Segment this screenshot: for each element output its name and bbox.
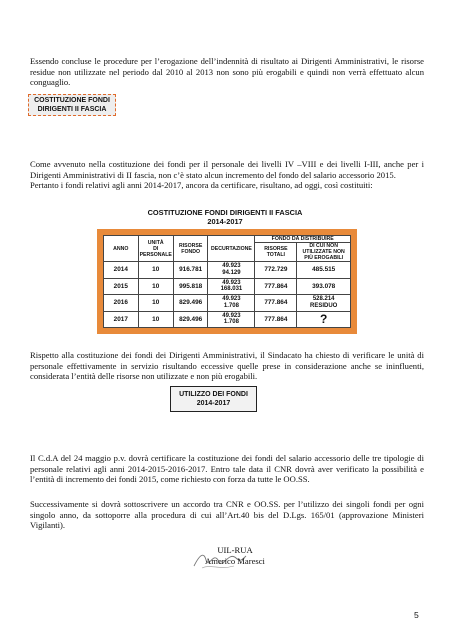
cell-anno: 2014 (104, 262, 139, 279)
header-anno: ANNO (104, 236, 139, 262)
table-row (104, 262, 351, 279)
signature-block (200, 545, 270, 566)
cell-totali: 777.864 (255, 311, 297, 328)
cell-unita: 10 (138, 311, 173, 328)
header-fondo-distribuire: FONDO DA DISTRIBUIRE (255, 236, 351, 243)
paragraph-pertanto-text: Pertanto i fondi relativi agli anni 2014-2017, ancora da certificare, risultano, ad oggi, così costituiti: (30, 180, 373, 191)
paragraph-costituzione (30, 159, 424, 191)
cell-unita: 10 (138, 278, 173, 295)
header-unita-line-3: PERSONALE (139, 251, 172, 258)
cell-totali: 777.864 (255, 278, 297, 295)
cell-totali: 772.729 (255, 262, 297, 279)
paragraph-sindacato: Rispetto alla costituzione dei fondi dei Dirigenti Amministrativi, il Sindacato ha chiesto di verificare le unità di personale effettivamente in servizio risultando eccessive quelle prese in considerazione anche se ininfluenti, considerata l’entità delle risorse non utilizzate e non più erogabili. (30, 350, 424, 382)
header-risorse-totali-line-2: TOTALI (266, 252, 285, 258)
header-dicui-line-1: DI CUI NON (309, 243, 338, 249)
section-box-costituzione-fondi (28, 94, 116, 116)
cell-decurtazione-1: 49.923 (222, 263, 241, 270)
header-dicui-line-3: PIÙ EROGABILI (304, 255, 344, 261)
cell-risorse: 829.496 (173, 295, 208, 312)
section-box-line-2: 2014-2017 (196, 400, 231, 407)
cell-decurtazione-2: 94.129 (222, 269, 241, 276)
table-row (104, 311, 351, 328)
cell-non-erogabili: 485.515 (297, 262, 351, 279)
header-risorse-totali (255, 243, 297, 262)
header-unita-line-1: UNITÀ (147, 239, 164, 246)
header-di-cui-non-utilizzate (297, 243, 351, 262)
paragraph-costituzione-text: Come avvenuto nella costituzione dei fondi per il personale dei livelli IV –VIII e dei livelli I-III, anche per i Dirigenti Amministrativi di II fascia, non c’è stato alcun incremento del fondo del salario accessorio 2015. (30, 159, 424, 180)
cell-decurtazione-2: 168.031 (220, 286, 243, 293)
cell-decurtazione-2: 1.708 (223, 319, 239, 326)
cell-residuo-label: RESIDUO (310, 302, 338, 309)
table-row (104, 278, 351, 295)
cell-decurtazione-1: 49.923 (222, 312, 241, 319)
table-row (104, 295, 351, 312)
cell-risorse: 995.818 (173, 278, 208, 295)
section-box-line-1: COSTITUZIONE FONDI (34, 97, 110, 104)
cell-risorse: 829.496 (173, 311, 208, 328)
cell-risorse: 916.781 (173, 262, 208, 279)
header-decurtazione: DECURTAZIONE (208, 236, 255, 262)
cell-decurtazione (208, 262, 255, 279)
cell-anno: 2017 (104, 311, 139, 328)
cell-anno: 2016 (104, 295, 139, 312)
page-number: 5 (414, 610, 419, 620)
section-box-utilizzo-fondi (170, 386, 257, 412)
table-title (120, 208, 330, 226)
cell-question-mark: ? (297, 311, 351, 328)
table-title-line-2: 2014-2017 (207, 217, 243, 226)
section-box-line-2: DIRIGENTI II FASCIA (37, 105, 107, 113)
paragraph-accordo: Successivamente si dovrà sottoscrivere un accordo tra CNR e OO.SS. per l’utilizzo dei singoli fondi per ogni singolo anno, da sottoporre alla procedura di cui all’Art.40 bis del D.Lgs. 165/01 (approvazione Ministeri Vigilanti). (30, 499, 424, 531)
cell-non-erogabili-value: 528.214 (312, 296, 335, 303)
paragraph-intro: Essendo concluse le procedure per l’erogazione dell’indennità di risultato ai Dirigenti Amministrativi, le risorse residue non utilizzate nel periodo dal 2010 al 2013 non sono più erogabili e quindi non verrà effettuato alcun conguaglio. (30, 56, 424, 88)
signature-org: UIL-RUA (217, 545, 253, 555)
cell-non-erogabili: 393.078 (297, 278, 351, 295)
cell-decurtazione-2: 1.708 (223, 302, 239, 309)
header-unita-line-2: DI (153, 245, 159, 252)
cell-anno: 2015 (104, 278, 139, 295)
cell-decurtazione-1: 49.923 (222, 296, 241, 303)
cell-non-erogabili (297, 295, 351, 312)
cell-unita: 10 (138, 295, 173, 312)
section-box-line-1: UTILIZZO DEI FONDI (179, 391, 248, 398)
header-unita (138, 236, 173, 262)
cell-decurtazione-1: 49.923 (222, 279, 241, 286)
cell-decurtazione (208, 311, 255, 328)
signature-name: Americo Maresci (205, 555, 265, 566)
fondi-table (103, 235, 351, 328)
header-risorse-line-2: FONDO (181, 248, 201, 255)
header-risorse-totali-line-1: RISORSE (264, 246, 288, 252)
cell-decurtazione (208, 278, 255, 295)
header-dicui-line-2: UTILIZZATE NON (302, 249, 345, 255)
header-risorse-line-1: RISORSE (178, 242, 203, 249)
table-title-line-1: COSTITUZIONE FONDI DIRIGENTI II FASCIA (147, 208, 303, 217)
cell-unita: 10 (138, 262, 173, 279)
cell-totali: 777.864 (255, 295, 297, 312)
cell-decurtazione (208, 295, 255, 312)
table-frame (97, 229, 357, 334)
header-risorse-fondo (173, 236, 208, 262)
paragraph-cda: Il C.d.A del 24 maggio p.v. dovrà certificare la costituzione dei fondi del salario accessorio delle tre tipologie di personale relativi agli anni 2014-2015-2016-2017. Entro tale data il CNR dovrà aver verificato la possibilità e l’entità di incremento dei fondi 2015, come richiesto con forza da tutte le OO.SS. (30, 453, 424, 485)
